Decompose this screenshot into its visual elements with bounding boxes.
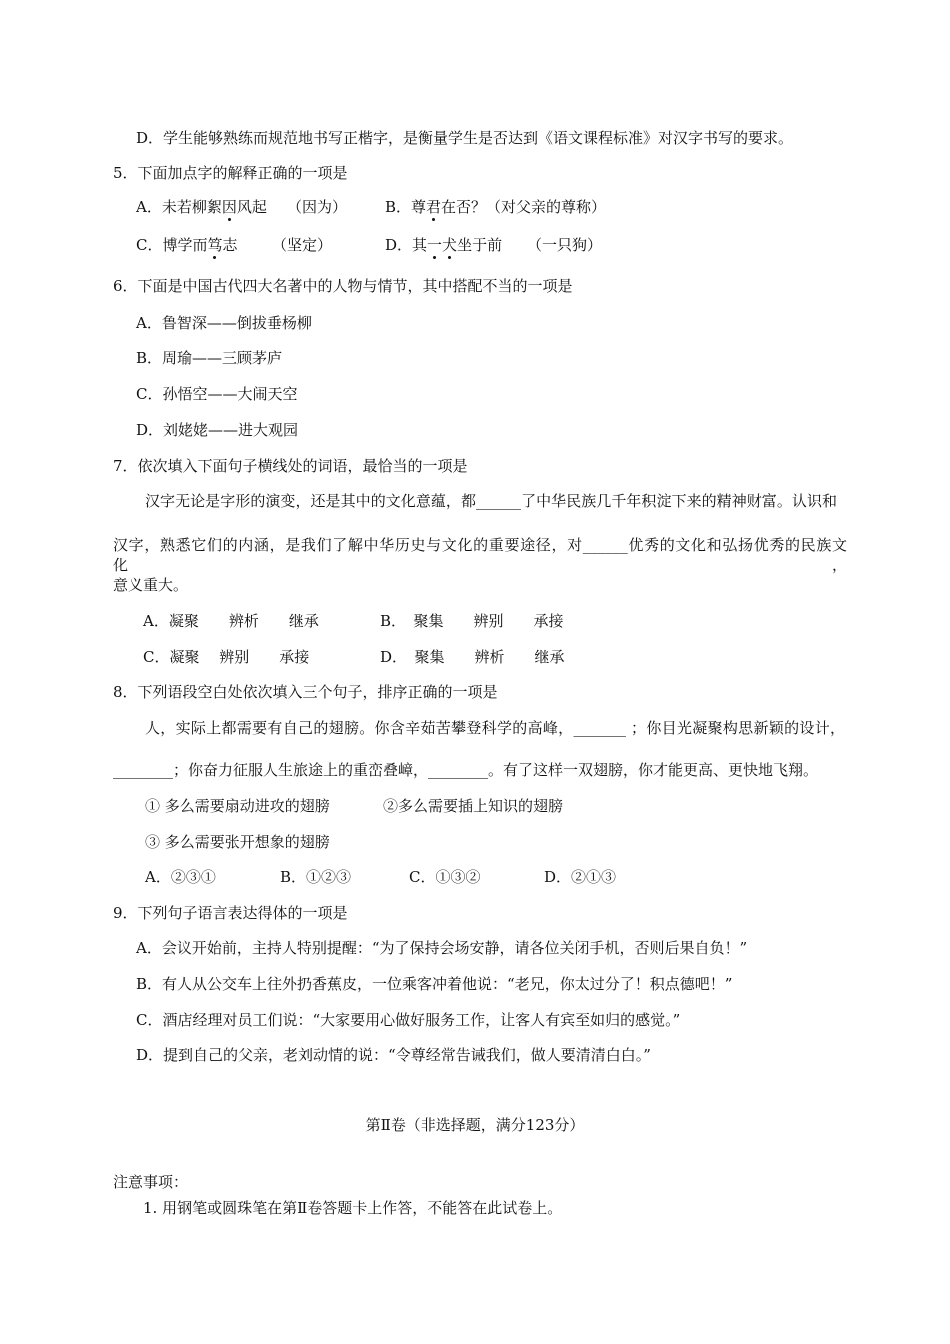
- q5-d-dotted-char-2: 犬: [442, 236, 458, 254]
- q5-d-dotted-char-1: 一: [427, 236, 443, 254]
- q7-option-c: C．凝聚 辨别 承接: [143, 648, 310, 666]
- q5-a-dotted-char: 因: [221, 198, 237, 216]
- section-2-title: 第Ⅱ卷（非选择题，满分123分）: [365, 1116, 585, 1134]
- q5-d-post: 坐于前: [457, 236, 503, 254]
- q5-option-b: [385, 197, 606, 217]
- q5-option-c: [136, 235, 238, 255]
- q7-option-d: D． 聚集 辨析 继承: [380, 648, 565, 666]
- q6-stem: 6．下面是中国古代四大名著中的人物与情节，其中搭配不当的一项是: [113, 277, 573, 295]
- q8-passage-line-1: 人，实际上都需要有自己的翅膀。你含辛茹苦攀登科学的高峰，_______ ；你目光凝聚构思新颖的设计，: [145, 719, 845, 737]
- q5-b-pre: B．尊: [385, 198, 427, 216]
- q9-stem: 9．下列句子语言表达得体的一项是: [113, 904, 348, 922]
- q5-stem: 5．下面加点字的解释正确的一项是: [113, 164, 348, 182]
- q4-option-d: D．学生能够熟练而规范地书写正楷字，是衡量学生是否达到《语文课程标准》对汉字书写的要求。: [136, 129, 794, 147]
- q5-a-gloss: （因为）: [287, 198, 348, 216]
- q9-option-b: B．有人从公交车上往外扔香蕉皮，一位乘客冲着他说：“老兄，你太过分了！积点德吧！”: [136, 975, 733, 993]
- q6-option-c: C．孙悟空——大闹天空: [136, 385, 298, 403]
- q9-option-d: D．提到自己的父亲，老刘动情的说：“令尊经常告诫我们，做人要清清白白。”: [136, 1046, 651, 1064]
- q7-option-a: A．凝聚 辨析 继承: [143, 612, 319, 630]
- q8-option-d: D．②①③: [544, 868, 617, 886]
- q7-passage-line-1: 汉字无论是字形的演变，还是其中的文化意蕴，都______了中华民族几千年积淀下来的精神财富。认识和: [145, 492, 837, 510]
- q6-option-d: D．刘姥姥——进大观园: [136, 421, 299, 439]
- q5-option-d: [385, 235, 502, 255]
- q8-option-b: B．①②③: [280, 868, 352, 886]
- q6-option-b: B．周瑜——三顾茅庐: [136, 349, 283, 367]
- q5-c-pre: C．博学而: [136, 236, 208, 254]
- q8-option-a: A．②③①: [145, 868, 216, 886]
- q8-option-c: C．①③②: [409, 868, 481, 886]
- q5-option-a: [136, 197, 267, 217]
- q5-a-pre: A．未若柳絮: [136, 198, 222, 216]
- note-1: 1. 用钢笔或圆珠笔在第Ⅱ卷答题卡上作答，不能答在此试卷上。: [143, 1199, 563, 1217]
- q5-c-gloss: （坚定）: [272, 236, 333, 254]
- q5-d-gloss: （一只狗）: [527, 236, 603, 254]
- q5-a-post: 风起: [236, 198, 267, 216]
- q8-sentence-2: ②多么需要插上知识的翅膀: [383, 797, 564, 815]
- q5-d-pre: D．其: [385, 236, 428, 254]
- q5-c-post: 志: [222, 236, 238, 254]
- q8-sentence-3: ③ 多么需要张开想象的翅膀: [145, 833, 330, 851]
- q8-sentence-1: ① 多么需要扇动进攻的翅膀: [145, 797, 330, 815]
- q6-option-a: A．鲁智深——倒拔垂杨柳: [136, 314, 312, 332]
- q7-option-b: B． 聚集 辨别 承接: [380, 612, 564, 630]
- q8-passage-line-2: ________；你奋力征服人生旅途上的重峦叠嶂，________。有了这样一双翅膀，你才能更高、更快地飞翔。: [113, 761, 819, 779]
- q5-b-dotted-char: 君: [426, 198, 442, 216]
- q9-option-c: C．酒店经理对员工们说：“大家要用心做好服务工作，让客人有宾至如归的感觉。”: [136, 1011, 681, 1029]
- q7-passage-line-2: 汉字，熟悉它们的内涵，是我们了解中华历史与文化的重要途径，对______优秀的文化和弘扬优秀的民族文化，: [113, 536, 847, 574]
- q9-option-a: A．会议开始前，主持人特别提醒：“为了保持会场安静，请各位关闭手机，否则后果自负！”: [136, 939, 748, 957]
- q5-c-dotted-char: 笃: [207, 236, 223, 254]
- q7-passage-line-3: 意义重大。: [113, 576, 189, 594]
- q8-stem: 8．下列语段空白处依次填入三个句子，排序正确的一项是: [113, 683, 498, 701]
- notes-heading: 注意事项：: [113, 1173, 189, 1191]
- q7-stem: 7．依次填入下面句子横线处的词语，最恰当的一项是: [113, 457, 468, 475]
- q5-b-post: 在否？（对父亲的尊称）: [441, 198, 607, 216]
